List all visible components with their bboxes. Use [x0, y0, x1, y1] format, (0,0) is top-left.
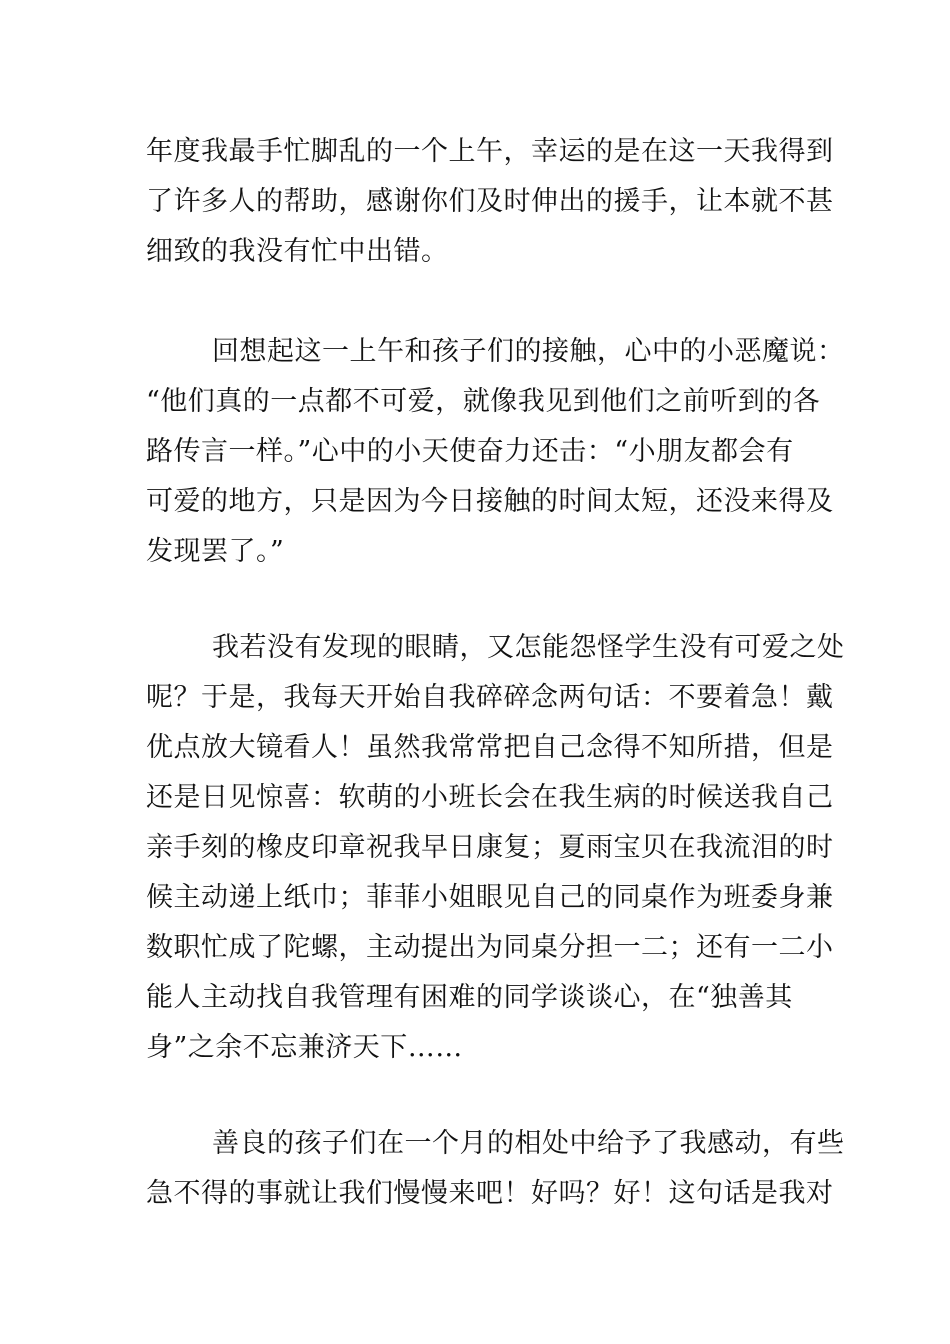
paragraph-2-line-2: “他们真的一点都不可爱，就像我见到他们之前听到的各	[146, 386, 821, 417]
paragraph-1-line-2: 了许多人的帮助，感谢你们及时伸出的援手，让本就不甚	[146, 186, 834, 217]
paragraph-3-line-1: 我若没有发现的眼睛，又怎能怨怪学生没有可爱之处	[212, 632, 845, 663]
paragraph-3-line-2: 呢？于是，我每天开始自我碎碎念两句话：不要着急！戴	[146, 682, 834, 713]
paragraph-2-line-5: 发现罢了。”	[146, 536, 285, 567]
paragraph-3-line-5: 亲手刻的橡皮印章祝我早日康复；夏雨宝贝在我流泪的时	[146, 832, 834, 863]
paragraph-3-line-9: 身”之余不忘兼济天下……	[146, 1032, 463, 1063]
paragraph-1-line-1: 年度我最手忙脚乱的一个上午，幸运的是在这一天我得到	[146, 136, 834, 167]
paragraph-4-line-2: 急不得的事就让我们慢慢来吧！好吗？好！这句话是我对	[146, 1178, 834, 1209]
paragraph-2-line-1: 回想起这一上午和孩子们的接触，心中的小恶魔说：	[212, 336, 845, 367]
paragraph-4-line-1: 善良的孩子们在一个月的相处中给予了我感动，有些	[212, 1128, 845, 1159]
paragraph-3-line-7: 数职忙成了陀螺，主动提出为同桌分担一二；还有一二小	[146, 932, 834, 963]
paragraph-3-line-6: 候主动递上纸巾；菲菲小姐眼见自己的同桌作为班委身兼	[146, 882, 834, 913]
paragraph-3-line-4: 还是日见惊喜：软萌的小班长会在我生病的时候送我自己	[146, 782, 834, 813]
paragraph-2-line-4: 可爱的地方，只是因为今日接触的时间太短，还没来得及	[146, 486, 834, 517]
paragraph-3-line-8: 能人主动找自我管理有困难的同学谈谈心，在“独善其	[146, 982, 793, 1013]
paragraph-3-line-3: 优点放大镜看人！虽然我常常把自己念得不知所措，但是	[146, 732, 834, 763]
paragraph-2-line-3: 路传言一样。”心中的小天使奋力还击：“小朋友都会有	[146, 436, 794, 467]
paragraph-1-line-3: 细致的我没有忙中出错。	[146, 236, 449, 267]
